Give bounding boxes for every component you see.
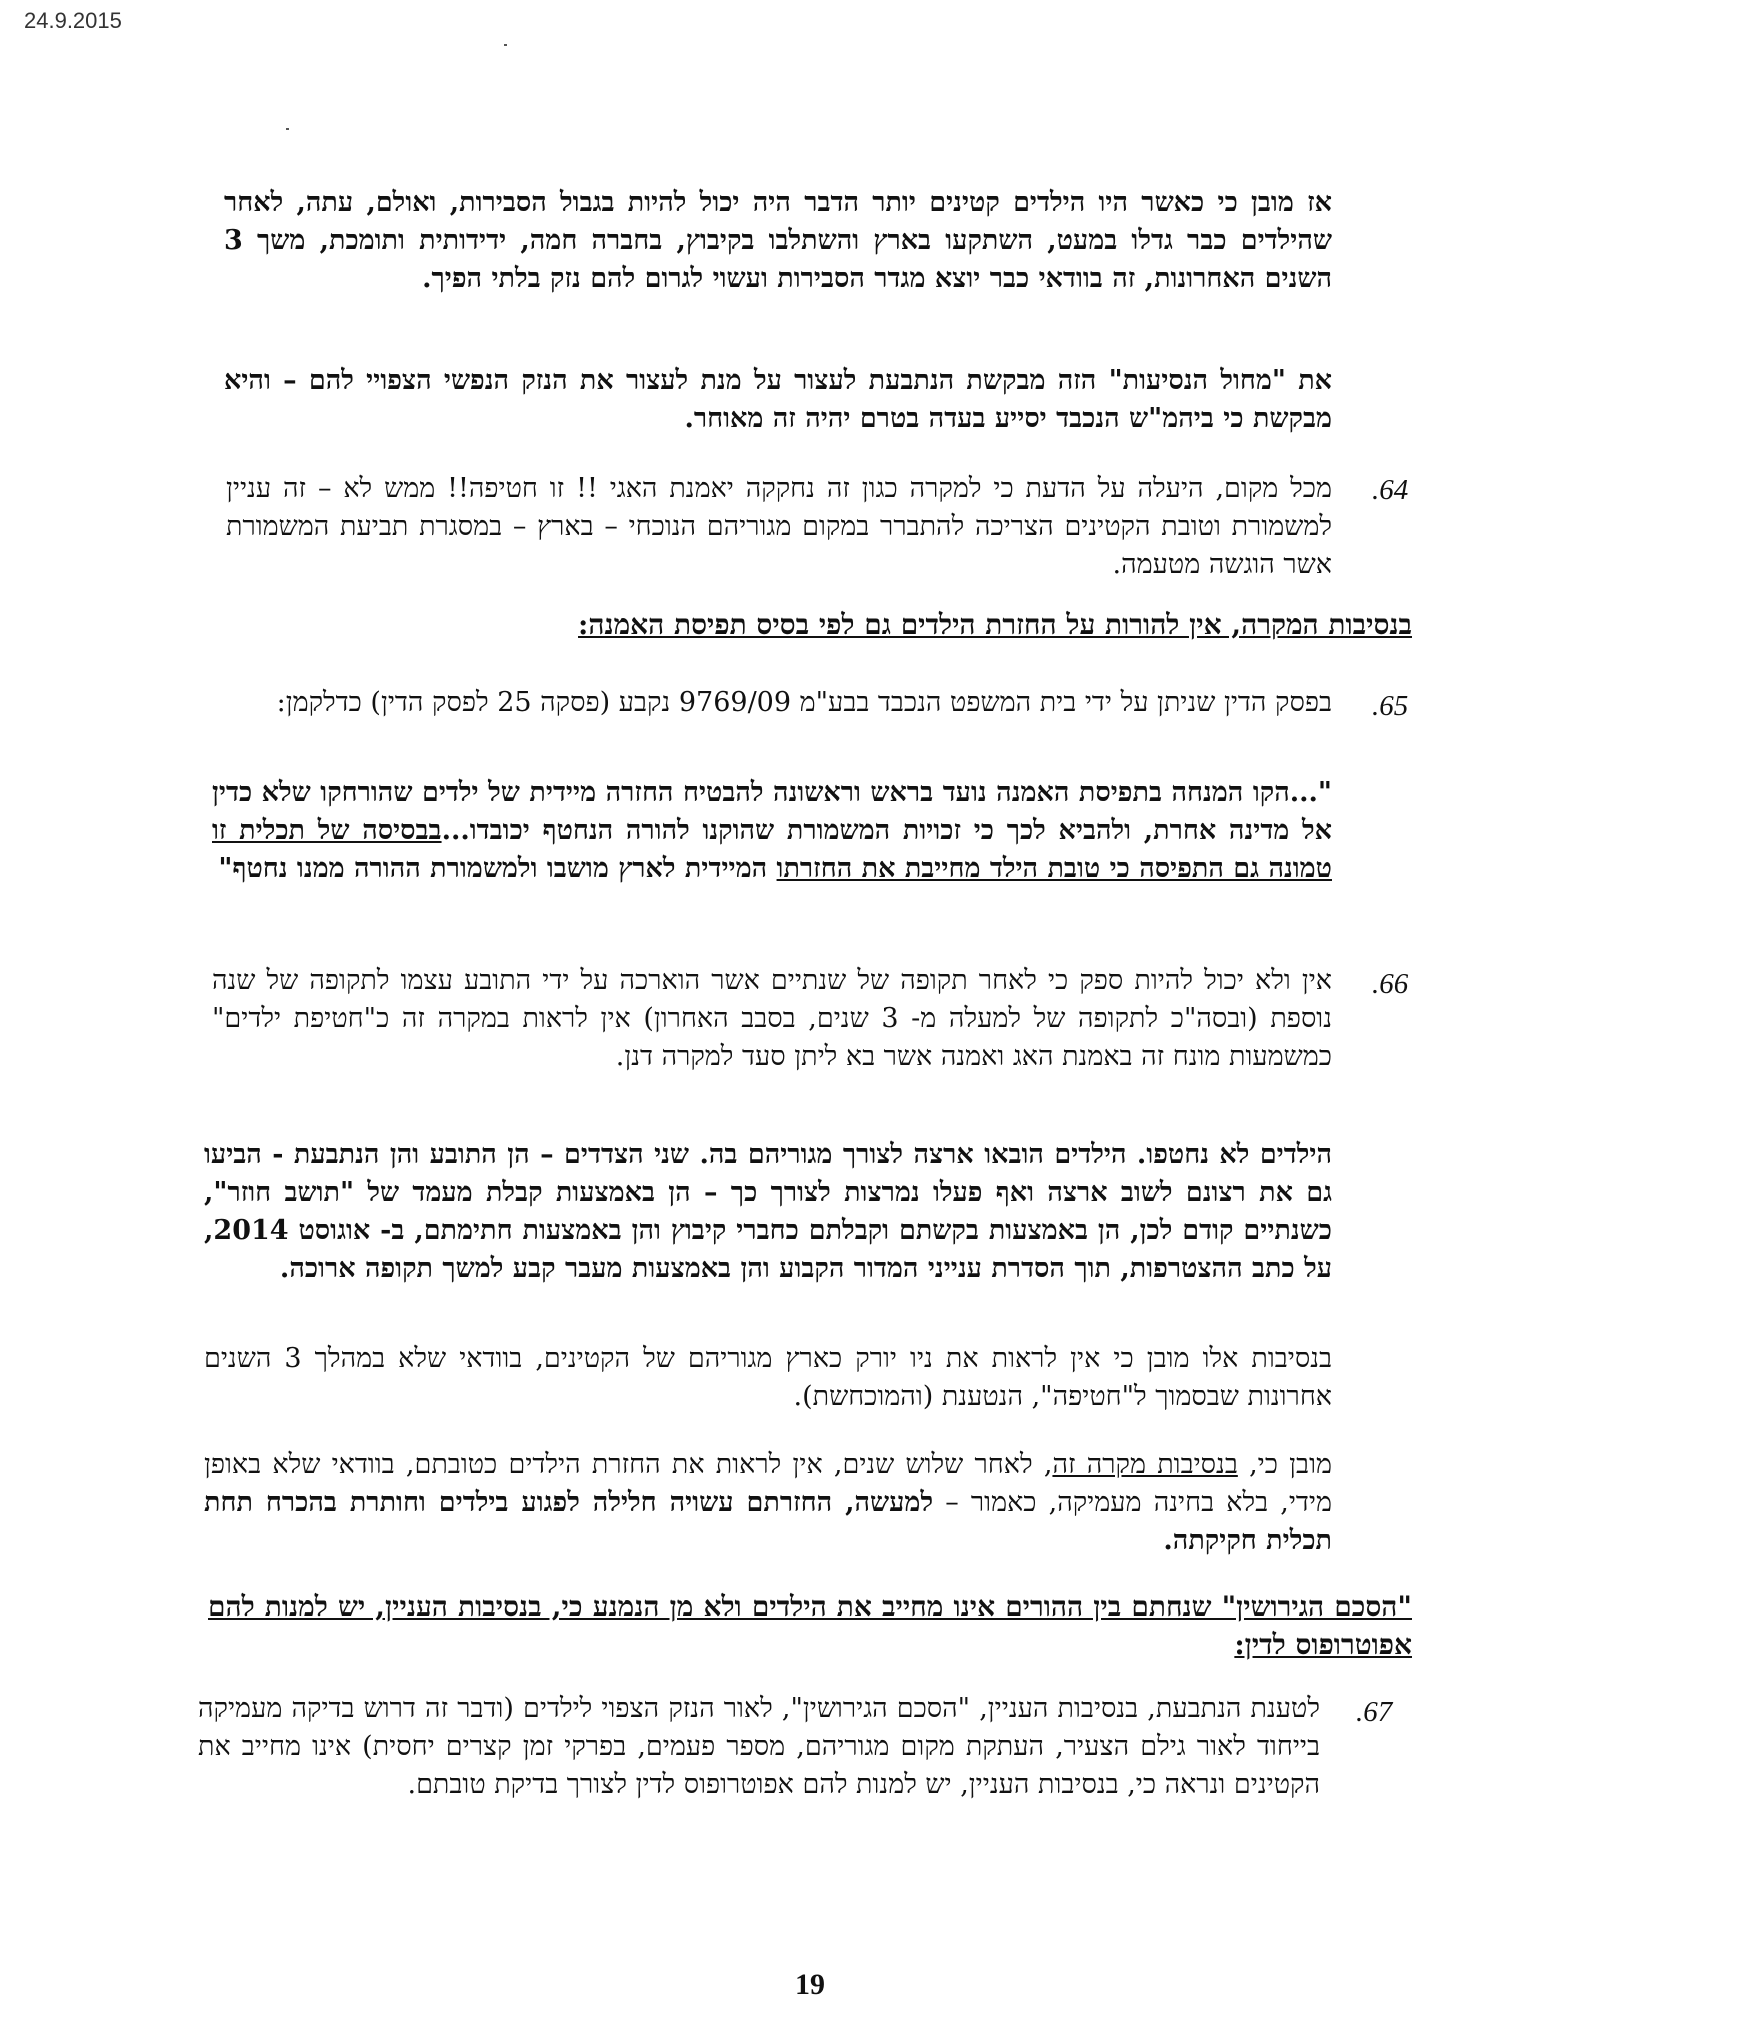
paragraph-children-grown: אז מובן כי כאשר היו הילדים קטינים יותר הדבר היה יכול להיות בגבול הסבירות, ואולם, עתה, לאחר שהילדים כבר גדלו במעט, השתקעו בארץ והשתלבו בקיבוץ, בחברה חמה, ידידותית ותומכת, משך 3 השנים האחרונות, זה בוודאי כבר יוצא מגדר הסבירות ועשוי לגרום להם נזק בלתי הפיך. (224, 187, 1332, 294)
quote-underlined-part: בבסיסה של תכלית זו טמונה גם התפיסה כי טובת הילד מחייבת את החזרתו (212, 815, 1332, 884)
item-number-67: .67 (1356, 1696, 1393, 1728)
p5-lead: מובן כי, (1237, 1449, 1332, 1480)
paragraph-children-not-abducted: הילדים לא נחטפו. הילדים הובאו ארצה לצורך מגוריהם בה. שני הצדדים – הן התובע והן הנתבעת - הביעו גם את רצונם לשוב ארצה ואף פעלו נמרצות לצורך כך – הן באמצעות קבלת מעמד של "תושב חוזר", כשנתיים קודם לכן, הן באמצעות בקשתם וקבלתם כחברי קיבוץ והן באמצעות חתימתם, ב- אוגוסט 2014, על כתב ההצטרפות, תוך הסדרת ענייני המדור הקבוע והן באמצעות מעבר קבע למשך תקופה ארוכה. (204, 1139, 1332, 1284)
scan-speck (286, 128, 289, 130)
item-67-text: לטענת הנתבעת, בנסיבות העניין, "הסכם הגירושין", לאור הנזק הצפוי לילדים (ודבר זה דרוש בדיקה מעמיקה בייחוד לאור גילם הצעיר, העתקת מקום מגוריהם, מספר פעמים, בפרקי זמן קצרים יחסית) אינו מחייב את הקטינים ונראה כי, בנסיבות העניין, יש למנות להם אפוטרופוס לדין לצורך בדיקת טובתם. (198, 1693, 1320, 1800)
section-heading-divorce-agreement: "הסכם הגירושין" שנחתם בין ההורים אינו מחייב את הילדים ולא מן הנמנע כי, בנסיבות העניין, יש למנות להם אפוטרופוס לדין: (208, 1590, 1412, 1661)
section-heading-convention-basis: בנסיבות המקרה, אין להורות על החזרת הילדים גם לפי בסיס תפיסת האמנה: (578, 608, 1412, 641)
p5-middle: , לאחר שלוש שנים, אין לראות את החזרת הילדים כטובתם, בוודאי שלא באופן מידי, בלא בחינה מעמיקה, כאמור – (204, 1449, 1332, 1518)
item-number-65: .65 (1372, 690, 1409, 722)
paragraph-return-not-in-interest (204, 1446, 1332, 1560)
item-64-text: מכל מקום, היעלה על הדעת כי למקרה כגון זה נחקקה יאמנת האגי !! זו חטיפה!! ממש לא – זה עניין למשמורת וטובת הקטינים הצריכה להתברר במקום מגוריהם הנוכחי – בארץ – במסגרת תביעת המשמורת אשר הוגשה מטעמה. (226, 473, 1332, 580)
page-number: 19 (795, 1968, 825, 2001)
court-ruling-quote (212, 774, 1332, 888)
item-number-66: .66 (1372, 968, 1409, 1000)
paragraph-travel-dance: את "מחול הנסיעות" הזה מבקשת הנתבעת לעצור על מנת לעצור את הנזק הנפשי הצפויי להם – והיא מבקשת כי ביהמ"ש הנכבד יסייע בעדה בטרם יהיה זה מאוחר. (224, 365, 1332, 434)
quote-part-1: "...הקו המנחה בתפיסת האמנה נועד בראש וראשונה להבטיח החזרה מיידית של ילדים שהורחקו שלא כדין אל מדינה אחרת, ולהביא לכך כי זכויות המשמורת שהוקנו להורה הנחטף יכובדו... (212, 777, 1332, 846)
quote-part-3: המיידית לארץ מושבו ולמשמורת ההורה ממנו נחטף" (218, 853, 777, 884)
paragraph-new-york-not-residence: בנסיבות אלו מובן כי אין לראות את ניו יורק כארץ מגוריהם של הקטינים, בוודאי שלא במהלך 3 השנים אחרונות שבסמוך ל"חטיפה", הנטענת (והמוכחשת). (204, 1343, 1332, 1412)
p5-bold: למעשה, החזרתם עשויה חלילה לפגוע בילדים וחותרת בהכרח תחת תכלית חקיקתה. (204, 1487, 1332, 1556)
item-65-text: בפסק הדין שניתן על ידי בית המשפט הנכבד בבע"מ 9769/09 נקבע (פסקה 25 לפסק הדין) כדלקמן: (276, 687, 1332, 718)
item-number-64: .64 (1372, 474, 1409, 506)
item-66-text: אין ולא יכול להיות ספק כי לאחר תקופה של שנתיים אשר הוארכה על ידי התובע עצמו לתקופה של שנה נוספת (ובסה"כ לתקופה של למעלה מ- 3 שנים, בסבב האחרון) אין לראות במקרה זה כ"חטיפת ילדים" כמשמעות מונח זה באמנת האג ואמנה אשר בא ליתן סעד למקרה דנן. (212, 965, 1332, 1072)
scan-speck (504, 44, 507, 46)
p5-underlined: בנסיבות מקרה זה (1052, 1449, 1238, 1480)
print-date: 24.9.2015 (24, 8, 122, 33)
